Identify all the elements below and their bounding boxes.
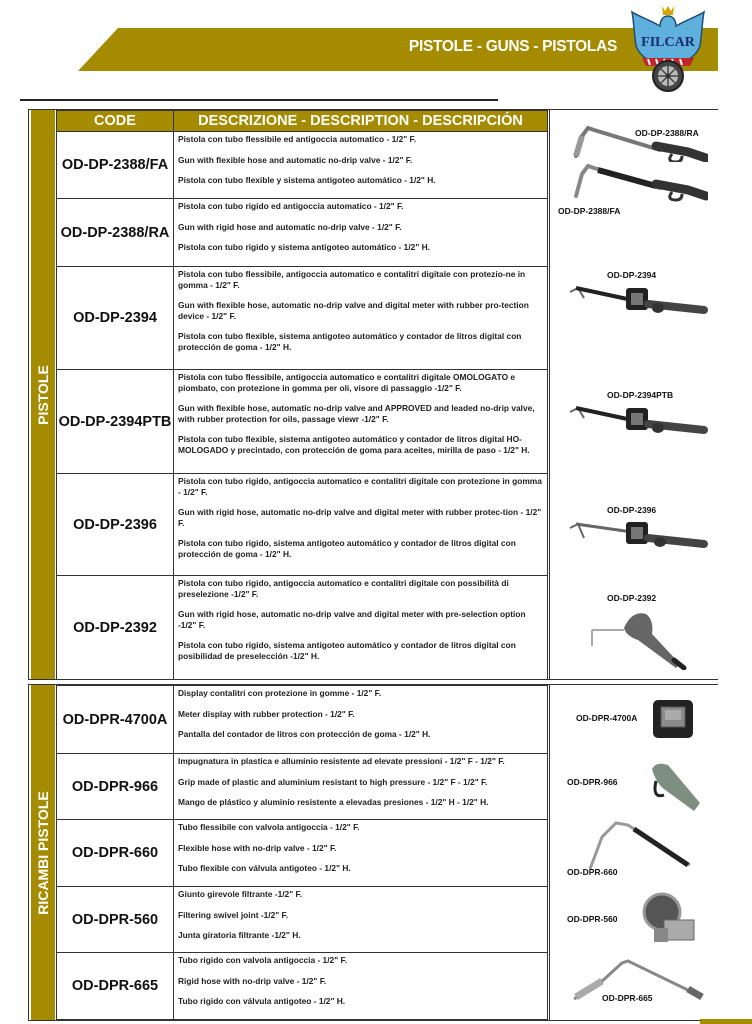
desc-en: Gun with rigid hose, automatic no-drip valve and digital meter with rubber protec-tion - 1/2" F. bbox=[178, 507, 542, 528]
table-row bbox=[57, 820, 548, 887]
product-code: OD-DP-2392 bbox=[57, 576, 174, 680]
desc-en: Gun with flexible hose and automatic no-drip valve - 1/2" F. bbox=[178, 154, 413, 165]
image-label: OD-DPR-665 bbox=[602, 993, 653, 1003]
product-code: OD-DP-2394PTB bbox=[57, 370, 174, 474]
image-label: OD-DP-2394 bbox=[607, 270, 657, 280]
logo-text: FILCAR bbox=[641, 35, 695, 50]
table-row bbox=[57, 370, 548, 474]
swivel-joint-image bbox=[640, 890, 700, 948]
product-description bbox=[174, 370, 548, 474]
desc-it: Tubo rigido con valvola antigoccia - 1/2" F. bbox=[178, 955, 348, 965]
table-row bbox=[57, 686, 548, 754]
product-description bbox=[174, 820, 548, 887]
desc-es: Pistola con tubo flexible, sistema antigoteo automático y contador de litros digital HO-MOLOGADO y precintado, con protección de goma para aceites, mirilla de paso - 1/2" H. bbox=[178, 434, 530, 455]
product-code: OD-DPR-4700A bbox=[57, 686, 174, 754]
table-row bbox=[57, 887, 548, 953]
product-description bbox=[174, 754, 548, 820]
desc-it: Giunto girevole filtrante -1/2" F. bbox=[178, 889, 303, 899]
product-images bbox=[549, 110, 719, 679]
product-code: OD-DPR-560 bbox=[57, 887, 174, 953]
desc-en: Flexible hose with no-drip valve - 1/2" F. bbox=[178, 842, 337, 853]
image-label: OD-DP-2392 bbox=[607, 593, 657, 603]
desc-it: Pistola con tubo rigido, antigoccia automatico e contalitri digitale con possibilità di preselezione -1/2" F. bbox=[178, 578, 509, 599]
product-code: OD-DP-2388/RA bbox=[57, 199, 174, 267]
table-row bbox=[57, 754, 548, 820]
image-label: OD-DP-2388/FA bbox=[558, 206, 621, 216]
rigid-gun-image bbox=[568, 122, 708, 162]
image-label: OD-DP-2394PTB bbox=[607, 390, 674, 400]
desc-es: Pistola con tubo rigido, sistema antigoteo automático y contador de litros digital con protección de goma - 1/2" H. bbox=[178, 538, 516, 559]
desc-es: Pistola con tubo rigido, sistema antigoteo automático y contador de litros digital con posibilidad de preselección -1/2" H. bbox=[178, 640, 516, 661]
desc-en: Grip made of plastic and aluminium resistant to high pressure - 1/2" F - 1/2" F. bbox=[178, 776, 488, 787]
side-band bbox=[31, 110, 55, 679]
desc-en: Rigid hose with no-drip valve - 1/2" F. bbox=[178, 975, 327, 986]
table-row bbox=[57, 576, 548, 680]
table-row bbox=[57, 953, 548, 1020]
desc-en: Gun with rigid hose, automatic no-drip valve and digital meter with pre-selection option -1/2" F. bbox=[178, 609, 526, 630]
desc-it: Pistola con tubo flessibile, antigoccia automatico e contalitri digitale con protezio-ne in gomma - 1/2" F. bbox=[178, 269, 526, 290]
header-code: CODE bbox=[57, 111, 174, 132]
table-row bbox=[57, 132, 548, 199]
product-description bbox=[174, 132, 548, 199]
product-code: OD-DPR-665 bbox=[57, 953, 174, 1020]
preselection-gun-image bbox=[588, 606, 698, 670]
footer-accent bbox=[700, 1019, 752, 1024]
desc-it: Pistola con tubo flessibile ed antigoccia automatico - 1/2" F. bbox=[178, 134, 417, 144]
desc-en: Gun with rigid hose and automatic no-drip valve - 1/2" F. bbox=[178, 221, 402, 232]
product-description bbox=[174, 576, 548, 680]
desc-it: Tubo flessibile con valvola antigoccia - 1/2" F. bbox=[178, 822, 360, 832]
product-description bbox=[174, 474, 548, 576]
rigid-digital-gun-image bbox=[568, 518, 708, 558]
meter-display-image bbox=[650, 697, 696, 741]
desc-it: Pistola con tubo flessibile, antigoccia automatico e contalitri digitale OMOLOGATO e piombato, con protezione in gomma per oli, visore di passaggio -1/2" F. bbox=[178, 372, 516, 393]
table-header bbox=[57, 111, 548, 132]
spare-part-images bbox=[549, 685, 719, 1020]
table-row bbox=[57, 267, 548, 370]
desc-it: Display contalitri con protezione in gomme - 1/2" F. bbox=[178, 688, 382, 698]
desc-it: Impugnatura in plastica e alluminio resistente ad elevate pressioni - 1/2" F - 1/2" F. bbox=[178, 756, 505, 766]
image-label: OD-DPR-660 bbox=[567, 867, 618, 877]
digital-gun-image bbox=[568, 282, 708, 322]
section-label: PISTOLE bbox=[35, 364, 51, 425]
desc-es: Pistola con tubo flexible y sistema antigoteo automático - 1/2" H. bbox=[178, 175, 436, 185]
side-band bbox=[31, 685, 55, 1020]
product-description bbox=[174, 686, 548, 754]
table-row bbox=[57, 199, 548, 267]
section-label: RICAMBI PISTOLE bbox=[35, 790, 51, 915]
desc-en: Meter display with rubber protection - 1/2" F. bbox=[178, 708, 355, 719]
image-label: OD-DPR-966 bbox=[567, 777, 618, 787]
page-title: PISTOLE - GUNS - PISTOLAS bbox=[408, 38, 617, 55]
desc-en: Gun with flexible hose, automatic no-drip valve and digital meter with rubber pro-tection device - 1/2" F. bbox=[178, 300, 529, 321]
product-table bbox=[56, 110, 548, 680]
table-row bbox=[57, 474, 548, 576]
product-code: OD-DPR-660 bbox=[57, 820, 174, 887]
section-pistole bbox=[28, 109, 718, 680]
spare-parts-table bbox=[56, 685, 548, 1020]
desc-es: Pantalla del contador de litros con protección de goma - 1/2" H. bbox=[178, 729, 431, 739]
product-description bbox=[174, 953, 548, 1020]
digital-gun-ptb-image bbox=[568, 402, 708, 442]
product-code: OD-DP-2394 bbox=[57, 267, 174, 370]
desc-es: Pistola con tubo rigido y sistema antigoteo automático - 1/2" H. bbox=[178, 242, 430, 252]
desc-es: Tubo flexible con válvula antigoteo - 1/2" H. bbox=[178, 863, 351, 873]
product-description bbox=[174, 199, 548, 267]
product-code: OD-DPR-966 bbox=[57, 754, 174, 820]
section-ricambi-pistole bbox=[28, 684, 718, 1021]
image-label: OD-DPR-560 bbox=[567, 914, 618, 924]
product-code: OD-DP-2388/FA bbox=[57, 132, 174, 199]
desc-en: Gun with flexible hose, automatic no-drip valve and APPROVED and leaded no-drip valve, with rubber protection for oils, passage viewr -1/2" F. bbox=[178, 403, 535, 424]
product-description bbox=[174, 267, 548, 370]
divider bbox=[20, 99, 498, 101]
filcar-logo bbox=[628, 2, 708, 97]
grip-image bbox=[646, 759, 706, 815]
desc-es: Junta giratoria filtrante -1/2" H. bbox=[178, 930, 301, 940]
image-label: OD-DP-2388/RA bbox=[635, 128, 699, 138]
desc-es: Tubo rigido con válvula antigoteo - 1/2" H. bbox=[178, 996, 346, 1006]
image-label: OD-DPR-4700A bbox=[576, 713, 638, 723]
header-description: DESCRIZIONE - DESCRIPTION - DESCRIPCIÓN bbox=[174, 111, 548, 132]
image-label: OD-DP-2396 bbox=[607, 505, 657, 515]
desc-es: Pistola con tubo flexible, sistema antigoteo automático y contador de litros digital con protección de goma - 1/2" H. bbox=[178, 331, 522, 352]
product-description bbox=[174, 887, 548, 953]
flexible-hose-image bbox=[580, 815, 700, 871]
desc-en: Filtering swivel joint -1/2" F. bbox=[178, 909, 289, 920]
product-code: OD-DP-2396 bbox=[57, 474, 174, 576]
desc-es: Mango de plástico y aluminio resistente a elevadas presiones - 1/2" H - 1/2" H. bbox=[178, 797, 489, 807]
desc-it: Pistola con tubo rigido ed antigoccia automatico - 1/2" F. bbox=[178, 201, 404, 211]
desc-it: Pistola con tubo rigido, antigoccia automatico e contalitri digitale con protezione in gomma - 1/2" F. bbox=[178, 476, 542, 497]
flexible-gun-image bbox=[568, 160, 708, 202]
